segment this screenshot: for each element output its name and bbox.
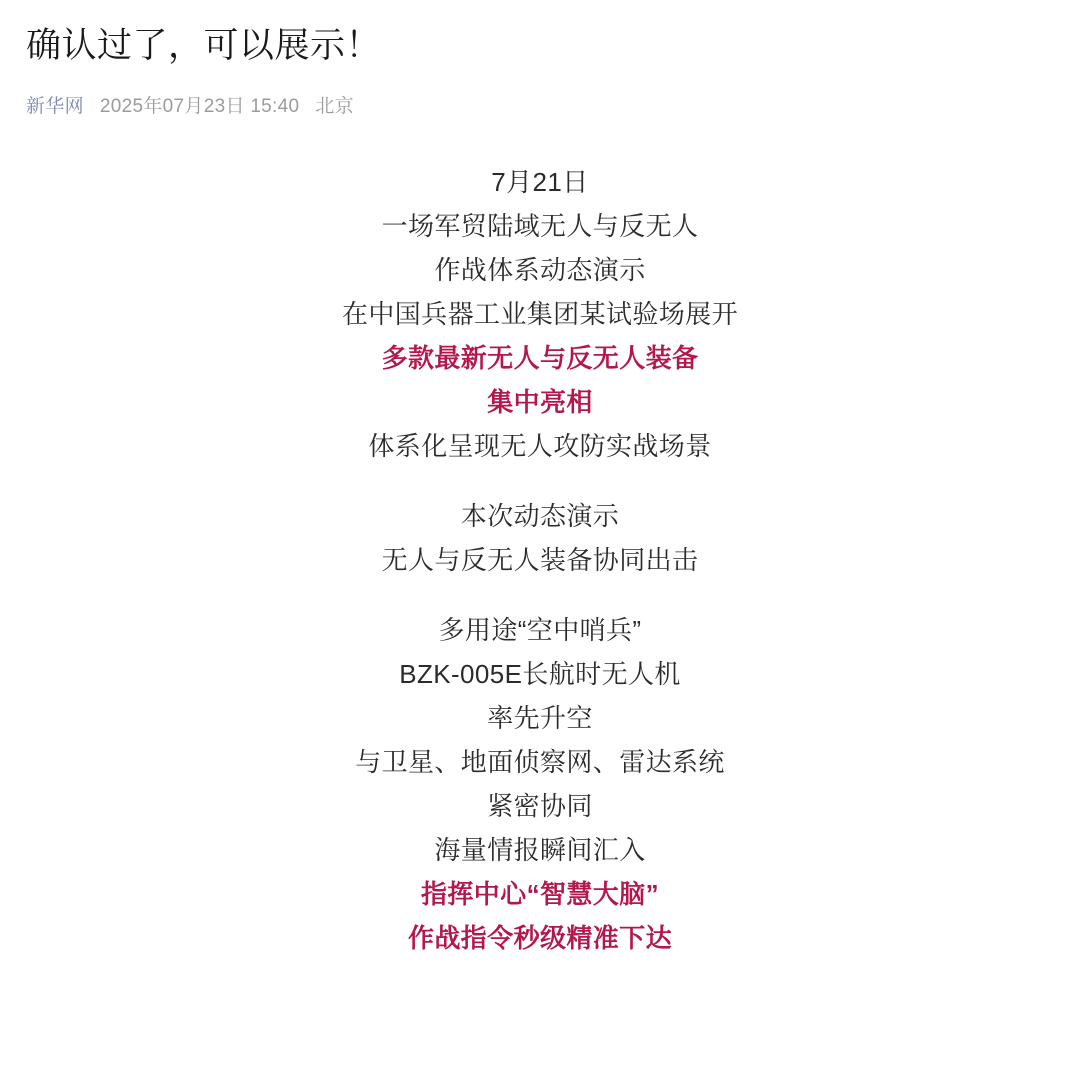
article-line: 紧密协同: [487, 791, 593, 822]
article-location: 北京: [315, 96, 354, 118]
article-source-link[interactable]: 新华网: [26, 96, 84, 118]
article-line: 本次动态演示: [460, 501, 620, 532]
article-line-emphasis: 多款最新无人与反无人装备: [381, 343, 699, 374]
page-title: 确认过了，可以展示！: [26, 26, 382, 65]
article-line-spacer: [26, 468, 1054, 494]
article-line: 一场军贸陆域无人与反无人: [381, 211, 699, 242]
article-timestamp: 2025年07月23日 15:40: [99, 96, 300, 118]
article-line: 多用途“空中哨兵”: [438, 615, 642, 646]
article-line: 与卫星、地面侦察网、雷达系统: [355, 747, 725, 778]
article-line-spacer: [26, 582, 1054, 608]
article-line-emphasis: 集中亮相: [487, 387, 593, 418]
article-line: 在中国兵器工业集团某试验场展开: [341, 299, 738, 330]
article-line: 无人与反无人装备协同出击: [381, 545, 699, 576]
article-body: [26, 160, 1054, 960]
article-line: 率先升空: [487, 703, 593, 734]
article-line: 海量情报瞬间汇入: [434, 835, 646, 866]
article-line: 体系化呈现无人攻防实战场景: [368, 431, 712, 462]
article-line: 作战体系动态演示: [434, 255, 646, 286]
article-line: BZK-005E长航时无人机: [399, 659, 681, 690]
article-line-emphasis: 指挥中心“智慧大脑”: [420, 879, 659, 910]
article-line: 7月21日: [491, 167, 589, 198]
article-container: [0, 22, 1080, 960]
article-meta: [26, 91, 1054, 118]
article-line-emphasis: 作战指令秒级精准下达: [407, 923, 672, 954]
